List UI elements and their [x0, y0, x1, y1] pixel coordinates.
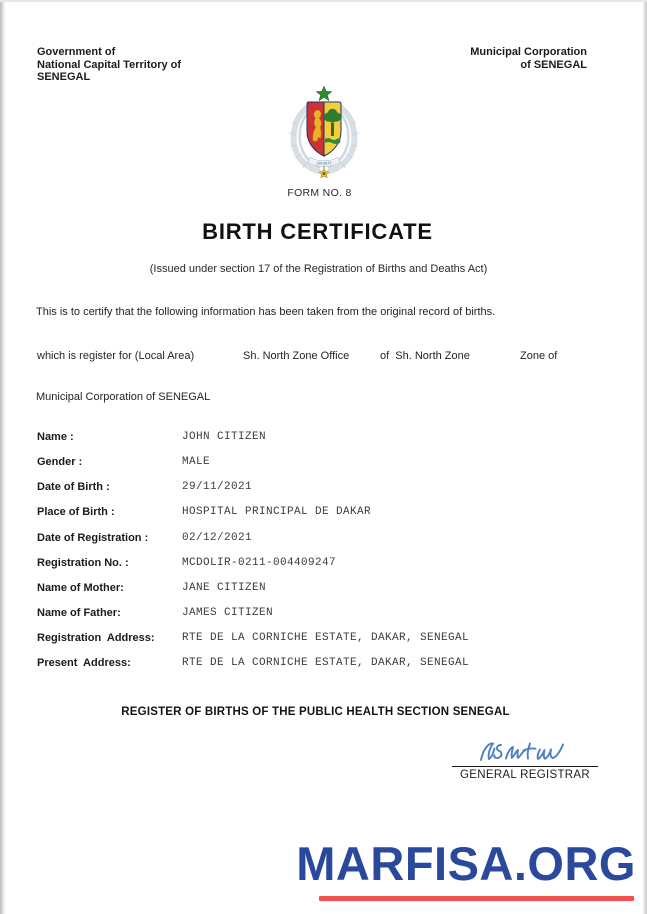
watermark-underline [319, 896, 634, 901]
issuing-authority-line: Government of [37, 46, 116, 58]
field-label: Present Address: [37, 657, 131, 670]
form-number: FORM NO. 8 [287, 187, 352, 199]
field-label: Date of Birth : [37, 481, 110, 494]
field-label: Gender : [37, 456, 83, 469]
field-row-date-of-registration [0, 530, 647, 555]
field-value: JAMES CITIZEN [182, 606, 274, 619]
field-value: HOSPITAL PRINCIPAL DE DAKAR [182, 506, 372, 519]
document-title: BIRTH CERTIFICATE [202, 219, 433, 244]
field-row-name-of-mother [0, 580, 647, 605]
field-value: RTE DE LA CORNICHE ESTATE, DAKAR, SENEGAL [182, 632, 470, 645]
field-row-date-of-birth [0, 479, 647, 504]
issuing-authority-line: Municipal Corporation [470, 46, 587, 58]
document-subtitle: (Issued under section 17 of the Registration of Births and Deaths Act) [149, 263, 488, 275]
field-row-name [0, 429, 647, 454]
field-label: Registration No. : [37, 556, 129, 569]
field-row-registration-address [0, 630, 647, 655]
field-row-gender [0, 454, 647, 479]
register-of-births-heading: REGISTER OF BIRTHS OF THE PUBLIC HEALTH SECTION SENEGAL [121, 706, 510, 718]
signature-line [452, 766, 598, 767]
field-label: Place of Birth : [37, 506, 115, 519]
register-area-line [0, 350, 647, 366]
star-icon [316, 86, 332, 101]
page-edge-top [0, 0, 647, 2]
field-value: MCDOLIR-0211-004409247 [182, 556, 337, 569]
field-row-registration-no [0, 555, 647, 580]
field-value: JOHN CITIZEN [182, 431, 267, 443]
field-value: 29/11/2021 [182, 481, 253, 494]
issuing-authority-line: National Capital Territory of [37, 58, 182, 71]
field-label: Name of Father: [37, 606, 121, 619]
issuing-authority-line: of SENEGAL [520, 58, 587, 71]
emblem-motto: UN BUT [316, 160, 331, 166]
zone-of-label: Zone of [520, 350, 558, 362]
zone-office-value: Sh. North Zone Office [243, 350, 350, 362]
municipal-corporation-line: Municipal Corporation of SENEGAL [36, 391, 211, 403]
certify-statement: This is to certify that the following information has been taken from the original record of births. [36, 306, 496, 318]
field-value: JANE CITIZEN [182, 581, 267, 594]
field-label: Name : [37, 431, 74, 443]
field-value: RTE DE LA CORNICHE ESTATE, DAKAR, SENEGAL [182, 657, 470, 670]
issuing-authority-right [470, 46, 587, 71]
issuing-authority-line: SENEGAL [37, 71, 91, 83]
watermark-text: MARFISA.ORG [296, 837, 636, 890]
field-label: Name of Mother: [37, 581, 124, 594]
register-area-label: which is register for (Local Area) [37, 350, 195, 362]
field-row-present-address [0, 655, 647, 680]
field-row-place-of-birth [0, 504, 647, 529]
issuing-authority-left [37, 46, 181, 84]
field-label: Date of Registration : [37, 531, 149, 544]
medal-icon [319, 166, 329, 178]
senegal-coat-of-arms-icon [285, 85, 363, 181]
registrar-title: GENERAL REGISTRAR [460, 769, 590, 781]
registrar-signature-icon [478, 740, 570, 766]
field-row-name-of-father [0, 605, 647, 630]
field-value: 02/12/2021 [182, 531, 253, 544]
certificate-fields [0, 429, 647, 680]
field-value: MALE [182, 456, 211, 469]
zone-value: of Sh. North Zone [380, 350, 470, 362]
field-label: Registration Address: [37, 632, 155, 645]
